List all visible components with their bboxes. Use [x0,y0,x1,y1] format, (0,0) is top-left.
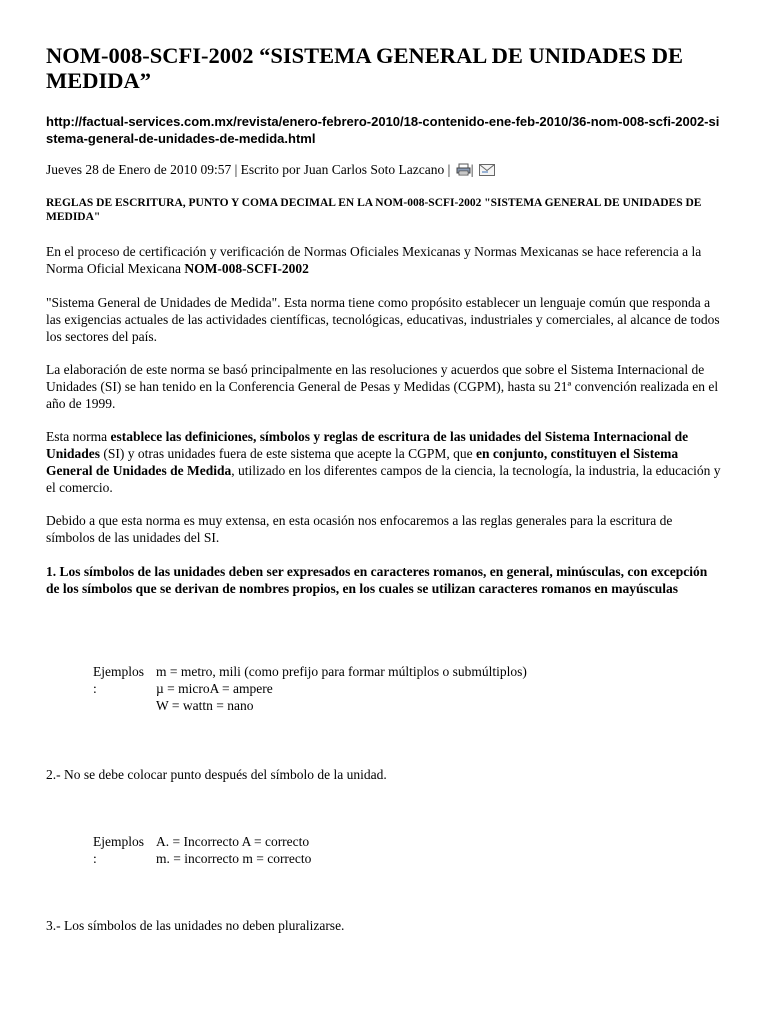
example-row [93,663,527,680]
norm-code: NOM-008-SCFI-2002 [184,261,309,276]
examples-colon: : [93,851,97,866]
subheading: REGLAS DE ESCRITURA, PUNTO Y COMA DECIMAL EN LA NOM-008-SCFI-2002 "SISTEMA GENERAL DE UNIDADES DE MEDIDA" [46,197,702,223]
def-bold-2: en conjunto, constituyen el Sistema General de Unidades de Medida [46,446,679,478]
rule-2: 2.- No se debe colocar punto después del símbolo de la unidad. [46,767,387,782]
page-title: NOM-008-SCFI-2002 “SISTEMA GENERAL DE UNIDADES DE MEDIDA” [46,43,683,93]
example-line: m = metro, mili (como prefijo para formar múltiplos o submúltiplos) [156,664,527,679]
rule-3: 3.- Los símbolos de las unidades no deben pluralizarse. [46,918,345,933]
examples-2 [93,833,311,867]
examples-1 [93,663,527,714]
example-line: W = wattn = nano [156,698,254,713]
examples-label: Ejemplos [93,664,144,679]
example-row [93,850,311,867]
paragraph-purpose: "Sistema General de Unidades de Medida". Esta norma tiene como propósito establecer un lenguaje común que responda a las exigencias actuales de las actividades científicas, tecnológicas, educativas, industriales y comerciales, al alcance de todos los sectores del país. [46,295,720,344]
def-bold-1: establece las definiciones, símbolos y reglas de escritura de las unidades del Sistema Internacional de Unidades [46,429,689,461]
source-url: http://factual-services.com.mx/revista/enero-febrero-2010/18-contenido-ene-feb-2010/36-nom-008-scfi-2002-sistema-general-de-unidades-de-medida.html [46,114,720,146]
example-line: µ = microA = ampere [156,681,273,696]
article-meta [46,161,495,180]
paragraph-intro [46,243,721,277]
example-line: m. = incorrecto m = correcto [156,851,312,866]
paragraph-intro-text: En el proceso de certificación y verificación de Normas Oficiales Mexicanas y Normas Mexicanas se hace referencia a la Norma Oficial Mexicana [46,244,702,276]
example-line: A. = Incorrecto A = correcto [156,834,310,849]
meta-text: Jueves 28 de Enero de 2010 09:57 | Escrito por Juan Carlos Soto Lazcano | [46,162,451,177]
examples-colon: : [93,681,97,696]
example-row [93,680,527,697]
printer-icon[interactable] [456,163,471,180]
email-icon[interactable] [479,163,495,180]
meta-separator: | [470,162,474,177]
example-row [93,697,527,714]
paragraph-focus: Debido a que esta norma es muy extensa, en esta ocasión nos enfocaremos a las reglas generales para la escritura de símbolos de las unidades del SI. [46,513,673,545]
def-text-1: Esta norma [46,429,111,444]
rule-1: 1. Los símbolos de las unidades deben ser expresados en caracteres romanos, en general, minúsculas, con excepción de los símbolos que se derivan de nombres propios, en los cuales se utilizan caracteres romanos en mayúsculas [46,564,708,596]
paragraph-elaboration: La elaboración de este norma se basó principalmente en las resoluciones y acuerdos que sobre el Sistema Internacional de Unidades (SI) se han tenido en la Conferencia General de Pesas y Medidas (CGPM), hasta su 21ª convención realizada en el año de 1999. [46,362,719,411]
def-text-3: , utilizado en los diferentes campos de la ciencia, la tecnología, la industria, la educación y el comercio. [46,463,721,495]
examples-label: Ejemplos [93,834,144,849]
def-text-2: (SI) y otras unidades fuera de este sistema que acepte la CGPM, que [100,446,477,461]
paragraph-definitions [46,428,721,496]
example-row [93,833,311,850]
